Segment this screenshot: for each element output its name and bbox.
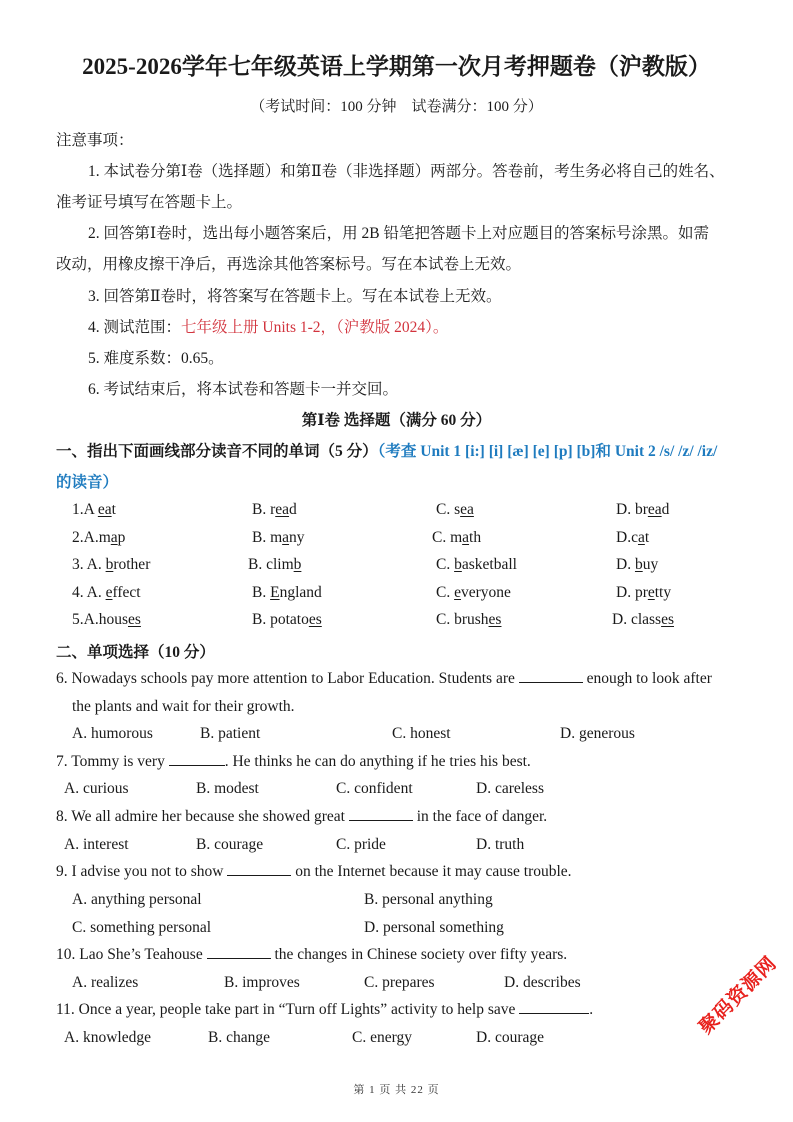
q3-option-b <box>248 556 301 574</box>
underlined-letters: es <box>127 611 141 628</box>
q10-option-d: D. describes <box>504 974 581 991</box>
option-text: B. r <box>252 501 276 518</box>
option-text: d <box>289 501 297 518</box>
q9-option-a: A. anything personal <box>72 891 202 908</box>
q9-option-b: B. personal anything <box>364 891 493 908</box>
option-text: tty <box>654 584 672 601</box>
answer-blank <box>519 670 583 683</box>
q11-option-b: B. change <box>208 1029 270 1046</box>
option-text: D. br <box>616 501 648 518</box>
underlined-letters: ea <box>460 501 474 518</box>
note-1-line1: 1. 本试卷分第Ⅰ卷（选择题）和第Ⅱ卷（非选择题）两部分。答卷前，考生务必将自己的姓名、 <box>88 163 725 180</box>
q3-option-a <box>72 556 150 574</box>
answer-blank <box>207 946 271 959</box>
note-1-line2: 准考证号填写在答题卡上。 <box>56 194 243 211</box>
option-text: t <box>644 529 650 546</box>
q1-option-d <box>616 501 669 519</box>
underlined-letters: a <box>282 529 290 546</box>
q2-option-d <box>616 529 649 547</box>
q8-option-d: D. truth <box>476 836 525 853</box>
option-text: p <box>117 529 126 546</box>
option-text: ffect <box>112 584 141 601</box>
note-4-prefix: 4. 测试范围： <box>88 319 182 336</box>
q1-option-b <box>252 501 297 519</box>
underlined-letters: E <box>270 584 280 601</box>
q11-option-c: C. energy <box>352 1029 412 1046</box>
section1-title: 一、指出下面画线部分读音不同的单词（5 分） <box>56 443 378 460</box>
option-text: t <box>111 501 116 518</box>
q2-option-a <box>72 529 125 547</box>
option-text: uy <box>642 556 659 573</box>
q7-option-b: B. modest <box>196 780 259 797</box>
q9-option-d: D. personal something <box>364 919 504 936</box>
option-text: C. brush <box>436 611 489 628</box>
document-title: 2025-2026学年七年级英语上学期第一次月考押题卷（沪教版） <box>82 54 711 79</box>
note-2-line1: 2. 回答第Ⅰ卷时，选出每小题答案后，用 2B 铅笔把答题卡上对应题目的答案标号涂黑。如需 <box>88 225 709 242</box>
q2-option-b <box>252 529 305 547</box>
option-text: D. class <box>612 611 662 628</box>
q11-option-a: A. knowledge <box>64 1029 151 1046</box>
question-10-stem: 10. Lao She’s Teahouse the changes in Chinese society over fifty years. <box>56 946 568 963</box>
q3-option-c <box>436 556 517 574</box>
underlined-letters: b <box>634 556 643 573</box>
option-text: d <box>661 501 670 518</box>
q5-option-d <box>612 611 674 629</box>
q6-option-a: A. humorous <box>72 725 153 742</box>
test-scope: 七年级上册 Units 1-2，（沪教版 2024）。 <box>181 319 449 336</box>
q3-option-d <box>616 556 658 574</box>
note-4 <box>88 315 448 337</box>
section1-header <box>56 439 717 461</box>
underlined-letters: a <box>462 529 470 546</box>
option-text: rother <box>113 556 151 573</box>
q9-option-c: C. something personal <box>72 919 212 936</box>
q10-option-a: A. realizes <box>72 974 139 991</box>
note-6: 6. 考试结束后，将本试卷和答题卡一并交回。 <box>88 381 399 398</box>
q6-option-b: B. patient <box>200 725 261 742</box>
q11-option-d: D. courage <box>476 1029 544 1046</box>
q10-option-b: B. improves <box>224 974 300 991</box>
note-2-line2: 改动，用橡皮擦干净后，再选涂其他答案标号。写在本试卷上无效。 <box>56 256 522 273</box>
option-text: 1.A <box>72 501 98 518</box>
note-5: 5. 难度系数：0.65。 <box>88 350 224 367</box>
q4-option-d <box>616 584 671 602</box>
underlined-letters: es <box>661 611 674 628</box>
page-number: 第 1 页 共 22 页 <box>353 1084 440 1096</box>
question-9-stem: 9. I advise you not to show on the Internet because it may cause trouble. <box>56 863 572 880</box>
q1-option-a <box>72 501 116 519</box>
q6-option-d: D. generous <box>560 725 635 742</box>
option-text: 5.A.hous <box>72 611 128 628</box>
section2-title: 二、单项选择（10 分） <box>56 644 215 661</box>
question-7-stem: 7. Tommy is very . He thinks he can do anything if he tries his best. <box>56 753 531 770</box>
note-3: 3. 回答第Ⅱ卷时，将答案写在答题卡上。写在本试卷上无效。 <box>88 288 502 305</box>
underlined-letters: a <box>637 529 645 546</box>
underlined-letters: b <box>454 556 462 573</box>
underlined-letters: e <box>647 584 655 601</box>
q6-option-c: C. honest <box>392 725 451 742</box>
underlined-letters: ea <box>275 501 290 518</box>
underlined-letters: es <box>488 611 502 628</box>
option-text: D. <box>616 556 635 573</box>
q2-option-c <box>432 529 481 547</box>
q1-option-c <box>436 501 474 519</box>
q8-option-b: B. courage <box>196 836 264 853</box>
question-11-stem: 11. Once a year, people take part in “Turn off Lights” activity to help save . <box>56 1001 594 1018</box>
q7-option-c: C. confident <box>336 780 413 797</box>
q4-option-a <box>72 584 141 602</box>
watermark-logo: 聚码资源网 <box>694 952 782 1039</box>
underlined-letters: ea <box>97 501 112 518</box>
q5-option-a <box>72 611 141 629</box>
option-text: B. <box>252 584 271 601</box>
underlined-letters: b <box>293 556 302 573</box>
part1-title: 第Ⅰ卷 选择题（满分 60 分） <box>301 412 492 429</box>
option-text: th <box>469 529 482 546</box>
option-text: veryone <box>460 584 511 601</box>
notes-heading: 注意事项： <box>56 132 134 149</box>
section1-note: （考查 Unit 1 [i:] [i] [æ] [e] [p] [b]和 Unit 2 /s/ /z/ /iz/ <box>377 443 718 460</box>
q7-option-a: A. curious <box>64 780 129 797</box>
answer-blank <box>519 1001 589 1014</box>
option-text: C. <box>436 584 455 601</box>
underlined-letters: e <box>105 584 113 601</box>
exam-info: （考试时间：100 分钟 试卷满分：100 分） <box>250 99 543 115</box>
option-text: D.c <box>616 529 638 546</box>
question-6-stem: 6. Nowadays schools pay more attention to Labor Education. Students are enough to look after <box>56 670 712 687</box>
option-text: ny <box>289 529 305 546</box>
underlined-letters: e <box>454 584 461 601</box>
underlined-letters: a <box>110 529 118 546</box>
option-text: asketball <box>461 556 517 573</box>
option-text: B. m <box>252 529 283 546</box>
option-text: 4. A. <box>72 584 106 601</box>
answer-blank <box>349 808 413 821</box>
q7-option-d: D. careless <box>476 780 544 797</box>
answer-blank <box>227 863 291 876</box>
q8-option-a: A. interest <box>64 836 129 853</box>
q4-option-c <box>436 584 511 602</box>
option-text: C. <box>436 556 455 573</box>
q8-option-c: C. pride <box>336 836 386 853</box>
option-text: 3. A. <box>72 556 106 573</box>
question-8-stem: 8. We all admire her because she showed great in the face of danger. <box>56 808 548 825</box>
q5-option-b <box>252 611 322 629</box>
underlined-letters: es <box>308 611 322 628</box>
option-text: 2.A.m <box>72 529 111 546</box>
option-text: C. s <box>436 501 461 518</box>
q4-option-b <box>252 584 322 602</box>
option-text: ngland <box>279 584 322 601</box>
option-text: B. clim <box>248 556 294 573</box>
option-text: C. m <box>432 529 463 546</box>
underlined-letters: b <box>105 556 114 573</box>
underlined-letters: ea <box>647 501 662 518</box>
q5-option-c <box>436 611 501 629</box>
option-text: B. potato <box>252 611 309 628</box>
question-6-stem-cont: the plants and wait for their growth. <box>72 698 295 715</box>
section1-note-cont: 的读音） <box>56 474 119 491</box>
option-text: D. pr <box>616 584 648 601</box>
answer-blank <box>169 753 225 766</box>
q10-option-c: C. prepares <box>364 974 435 991</box>
